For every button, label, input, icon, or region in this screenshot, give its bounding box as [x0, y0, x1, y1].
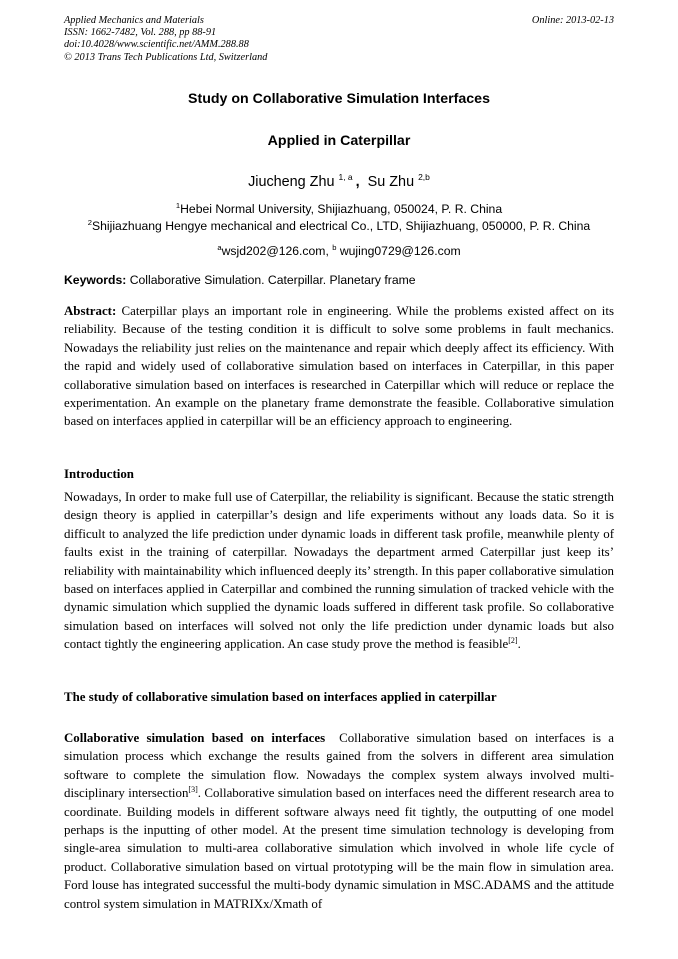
- abstract-text: Caterpillar plays an important role in engineering. While the problems existed affect on its reliability. Because of the testing condition it is difficult to solve some problems in fault mechanics. Nowadays the reliability just relies on the maintenance and repair which deeply affect its efficiency. With the rapid and widely used of collaborative simulation based on interfaces in Caterpillar, in this paper collaborative simulation based on interfaces is researched in Caterpillar which will reduce or replace the experimentation. An example on the planetary frame demonstrate the feasible. Collaborative simulation based on interfaces applied in caterpillar will be an efficiency approach to engineering.: [64, 304, 614, 429]
- journal-name: Applied Mechanics and Materials: [64, 15, 204, 26]
- journal-issn: ISSN: 1662-7482, Vol. 288, pp 88-91: [64, 27, 217, 39]
- abstract: [64, 302, 614, 431]
- paper-title-line-2: Applied in Caterpillar: [267, 133, 411, 149]
- online-date: Online: 2013-02-13: [531, 15, 614, 26]
- introduction-heading: Introduction: [64, 467, 134, 481]
- journal-copyright: © 2013 Trans Tech Publications Ltd, Switzerland: [64, 51, 268, 63]
- affiliation-superscript: 1: [175, 201, 181, 210]
- introduction-end: .: [517, 637, 521, 652]
- citation-ref[interactable]: [2]: [508, 636, 518, 646]
- email-link[interactable]: wujing0729@126.com: [339, 244, 461, 258]
- author-superscript: 2,b: [418, 172, 430, 182]
- section-heading: The study of collaborative simulation based on interfaces applied in caterpillar: [64, 690, 497, 704]
- subsection-heading: Collaborative simulation based on interfaces: [64, 731, 326, 745]
- email-link[interactable]: wsjd202@126.com,: [221, 244, 329, 258]
- paper-title-line-1: Study on Collaborative Simulation Interfaces: [188, 91, 490, 107]
- keywords-text: Collaborative Simulation. Caterpillar. Planetary frame: [129, 273, 416, 287]
- subsection-text-1: Collaborative simulation based on interfaces is a simulation process which exchange the results gained from the solvers in different area simulation software to complete the simulation flow. Nowadays the complex system always involved multi-disciplinary intersection: [64, 731, 614, 801]
- email-superscript: a: [217, 243, 222, 252]
- author-name: Jiucheng Zhu: [248, 174, 335, 190]
- journal-header: [64, 15, 267, 64]
- affiliation-superscript: 2: [87, 218, 93, 227]
- keywords: [64, 273, 416, 287]
- introduction-paragraph: [64, 488, 614, 654]
- email-superscript: b: [332, 243, 337, 252]
- affiliation: [0, 218, 678, 233]
- affiliation: [0, 201, 678, 216]
- citation-ref[interactable]: [3]: [188, 785, 198, 795]
- subsection-paragraph: [64, 729, 614, 913]
- author-superscript: 1, a: [338, 172, 353, 182]
- author-separator: ,: [355, 174, 360, 190]
- subsection-text-2: . Collaborative simulation based on interfaces need the different research area to coordinate. Building models in different software always need fit tightly, the outputting of one model perhaps is the inputting of other model. At the present time simulation technology is developing from single-area simulation to multi-area collaborative simulation which involved in whole life cycle of product. Collaborative simulation based on virtual prototyping will be the main flow in simulation area. Ford louse has integrated successful the multi-body dynamic simulation in MSC.ADAMS and the attitude control system simulation in MATRIXx/Xmath of: [64, 786, 614, 911]
- abstract-label: Abstract:: [64, 304, 117, 318]
- author-name: Su Zhu: [367, 174, 415, 190]
- affiliation-text: Shijiazhuang Hengye mechanical and electrical Co., LTD, Shijiazhuang, 050000, P. R. China: [92, 219, 591, 233]
- author-list: [0, 172, 678, 190]
- keywords-label: Keywords:: [64, 273, 127, 287]
- author-emails: [0, 243, 678, 258]
- affiliation-text: Hebei Normal University, Shijiazhuang, 050024, P. R. China: [180, 202, 503, 216]
- introduction-text: Nowadays, In order to make full use of Caterpillar, the reliability is significant. Because the static strength design theory is applied in caterpillar’s design and life experiments without any loads data. So it is difficult to analyzed the life prediction under dynamic loads in different task profile, meanwhile plenty of faults exist in the training of caterpillar. Nowadays the department armed Caterpillar just keep its’ reliability with maintainability which influenced deeply its’ strength. In this paper collaborative simulation based on interfaces applied in Caterpillar and combined the running simulation of tracked vehicle with the dynamic simulation which supplied the dynamic loads suffered in different task profile. So collaborative simulation based on interfaces will solved not only the life prediction under dynamic loads but also contact tightly the engineering application. An case study prove the method is feasible: [64, 490, 614, 652]
- journal-doi: doi:10.4028/www.scientific.net/AMM.288.88: [64, 39, 249, 51]
